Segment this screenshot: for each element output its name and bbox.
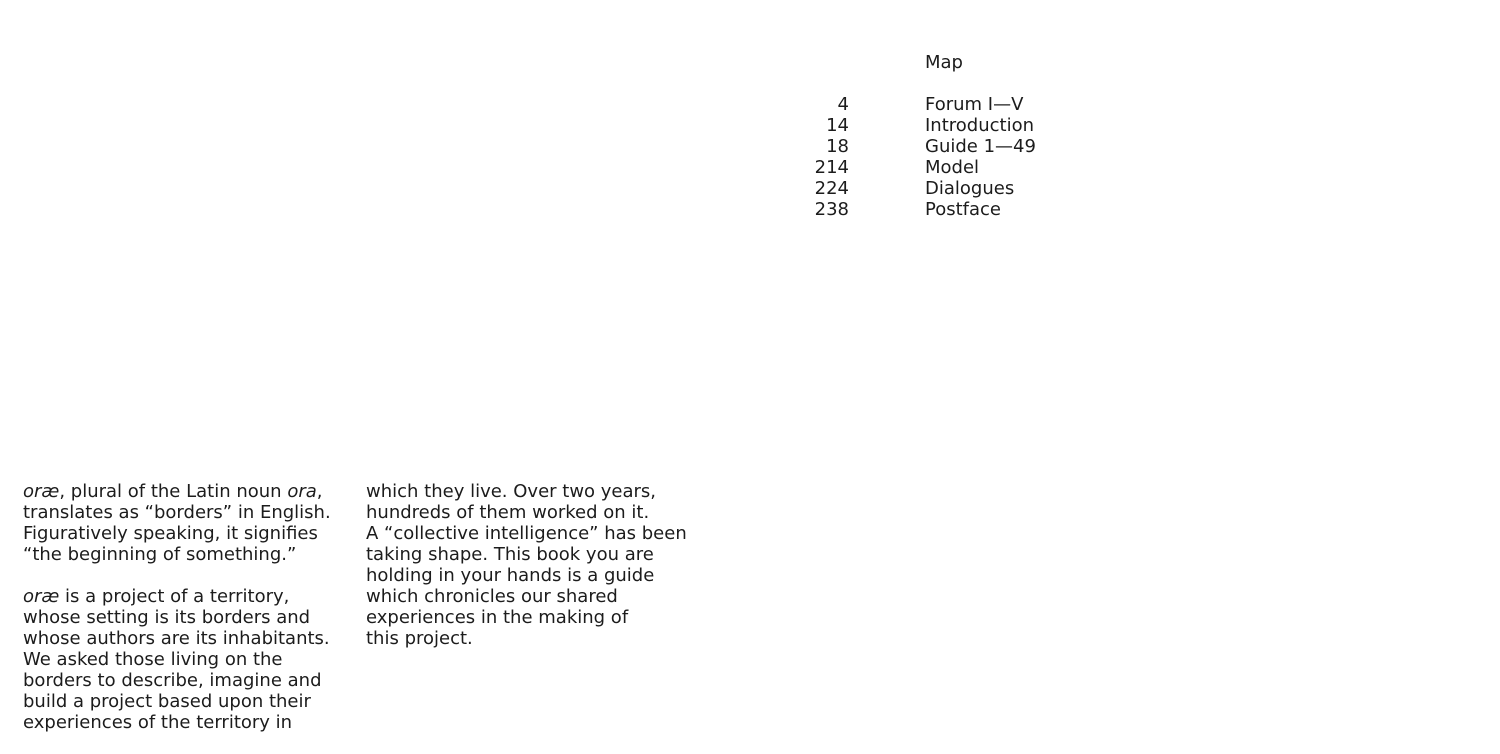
toc-section-label: Model [925, 157, 980, 178]
text-line: which they live. Over two years, [366, 481, 657, 502]
text-fragment: , plural of the Latin noun [59, 481, 288, 502]
text-line: holding in your hands is a guide [366, 565, 655, 586]
paragraph-definition [23, 481, 353, 565]
italic-term: oræ [23, 586, 60, 607]
text-line: taking shape. This book you are [366, 544, 654, 565]
text-line: whose setting is its borders and [23, 607, 311, 628]
text-line: experiences of the territory in [23, 712, 293, 733]
text-column-2 [366, 481, 696, 670]
toc-page-number: 18 [826, 136, 849, 157]
toc-entry [780, 157, 1036, 178]
toc-title: Map [925, 52, 963, 73]
text-line: build a project based upon their [23, 691, 311, 712]
toc-section-label: Introduction [925, 115, 1035, 136]
toc-entry [780, 136, 1036, 157]
text-line: “the beginning of something.” [23, 544, 297, 565]
toc-entry [780, 199, 1036, 220]
text-line [23, 481, 353, 502]
text-line: whose authors are its inhabitants. [23, 628, 330, 649]
text-fragment: , [316, 481, 323, 502]
table-of-contents [780, 94, 1036, 220]
toc-entry [780, 94, 1036, 115]
toc-page-number: 14 [826, 115, 849, 136]
paragraph-continuation [366, 481, 696, 649]
italic-term: ora [287, 481, 317, 502]
text-line: experiences in the making of [366, 607, 629, 628]
toc-section-label: Forum I—V [925, 94, 1024, 115]
text-line: translates as “borders” in English. [23, 502, 331, 523]
toc-section-label: Guide 1—49 [925, 136, 1036, 157]
toc-section-label: Dialogues [925, 178, 1015, 199]
text-line: borders to describe, imagine and [23, 670, 322, 691]
italic-term: oræ [23, 481, 60, 502]
text-line: which chronicles our shared [366, 586, 618, 607]
toc-page-number: 238 [814, 199, 849, 220]
toc-section-label: Postface [925, 199, 1001, 220]
text-fragment: is a project of a territory, [59, 586, 290, 607]
toc-entry [780, 178, 1036, 199]
toc-page-number: 224 [814, 178, 849, 199]
text-column-1 [23, 481, 353, 754]
text-line [23, 586, 353, 607]
text-line: this project. [366, 628, 473, 649]
toc-page-number: 214 [814, 157, 849, 178]
text-line: hundreds of them worked on it. [366, 502, 650, 523]
text-line: We asked those living on the [23, 649, 283, 670]
paragraph-project [23, 586, 353, 733]
toc-page-number: 4 [837, 94, 849, 115]
toc-entry [780, 115, 1036, 136]
text-line: Figuratively speaking, it signifies [23, 523, 318, 544]
text-line: A “collective intelligence” has been [366, 523, 687, 544]
